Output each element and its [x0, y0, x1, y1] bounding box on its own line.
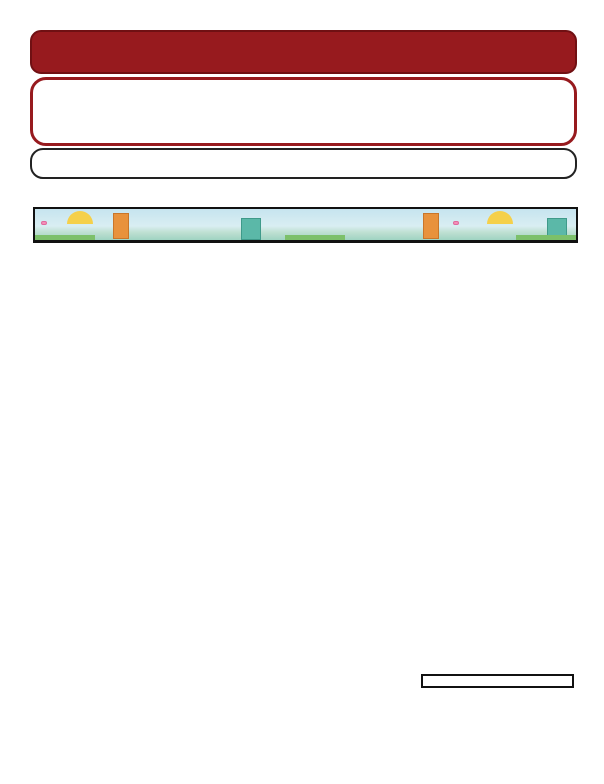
grass-strip: [516, 235, 576, 240]
tribute-banner: [30, 30, 577, 74]
program-color-legend: [421, 674, 574, 688]
find-your-joy-sign: [41, 221, 47, 225]
find-your-joy-sign: [453, 221, 459, 225]
calendar-title-box: [30, 148, 577, 179]
library-week-banner: [35, 209, 576, 241]
sun-icon: [67, 211, 93, 224]
bookshelf-icon: [423, 213, 439, 239]
grass-strip: [285, 235, 345, 240]
memorial-entries-box: [30, 77, 577, 146]
sun-icon: [487, 211, 513, 224]
calendar-grid: [33, 207, 578, 243]
bookshelf-icon: [241, 218, 261, 240]
bookshelf-icon: [113, 213, 129, 239]
calendar-title: [32, 150, 575, 153]
grass-strip: [35, 235, 95, 240]
